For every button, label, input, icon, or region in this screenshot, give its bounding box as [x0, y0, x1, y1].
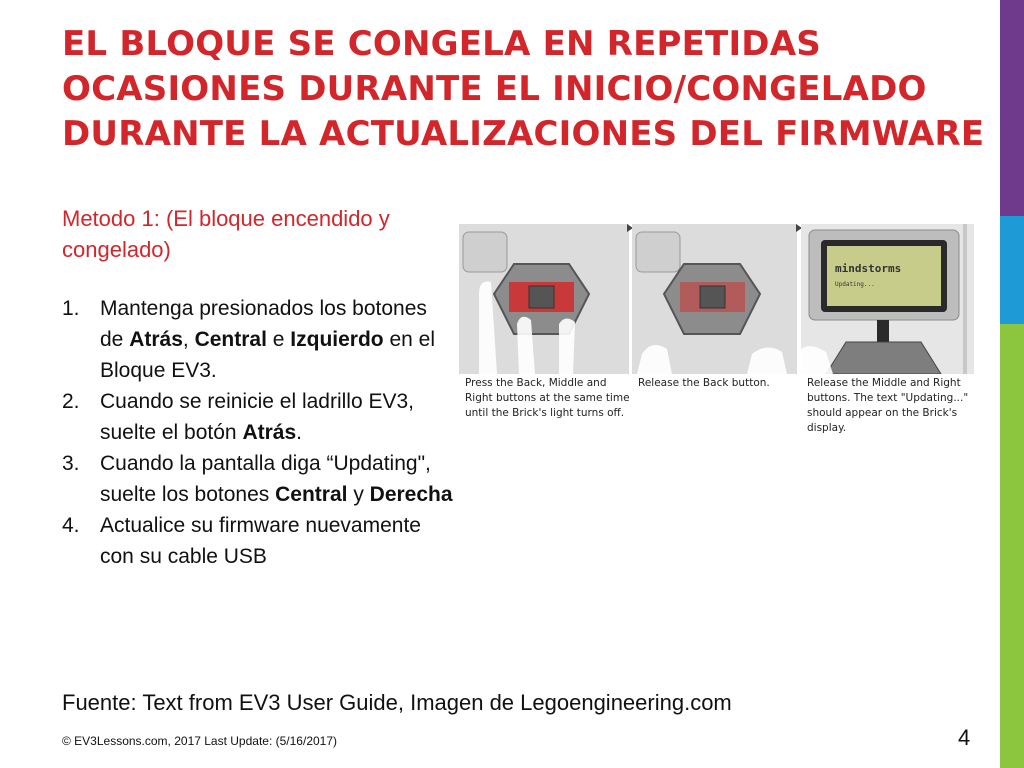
- figure-panel-press-buttons: [459, 224, 629, 438]
- copyright-footer: © EV3Lessons.com, 2017 Last Update: (5/16/2017): [62, 734, 338, 748]
- screen-status-text: Updating...: [835, 281, 875, 288]
- step-number: 2.: [62, 390, 80, 413]
- figure-caption: Press the Back, Middle and Right buttons at the same time until the Brick's light turns off.: [465, 377, 630, 419]
- accent-stripe-blue: [1000, 216, 1024, 324]
- slide-title: EL BLOQUE SE CONGELA EN REPETIDAS OCASIONES DURANTE EL INICIO/CONGELADO DURANTE LA ACTUALIZACIONES DEL FIRMWARE: [62, 24, 985, 154]
- step-item: 2. Cuando se reinicie el ladrillo EV3, suelte el botón Atrás.: [62, 386, 454, 448]
- figure-caption: Release the Back button.: [638, 377, 770, 389]
- step-item: 4. Actualice su firmware nuevamente con su cable USB: [62, 510, 454, 572]
- accent-stripe-green: [1000, 324, 1024, 768]
- step-item: 3. Cuando la pantalla diga “Updating", suelte los botones Central y Derecha: [62, 448, 454, 510]
- brick-buttons-pressed-illustration: [459, 224, 629, 374]
- step-number: 1.: [62, 297, 80, 320]
- figure-panel-release-back: [632, 224, 797, 438]
- step-item: 1. Mantenga presionados los botones de Atrás, Central e Izquierdo en el Bloque EV3.: [62, 293, 454, 386]
- step-number: 4.: [62, 514, 80, 537]
- figure-panel-updating: [801, 224, 974, 438]
- method-subtitle: Metodo 1: (El bloque encendido y congelado): [62, 206, 390, 262]
- figure-caption: Release the Middle and Right buttons. The text "Updating..." should appear on the Brick's display.: [807, 377, 969, 434]
- instruction-figure: [459, 224, 974, 438]
- page-number: 4: [958, 725, 971, 750]
- brick-buttons-released-illustration: [632, 224, 797, 374]
- screen-brand-text: mindstorms: [835, 262, 902, 275]
- source-credit: Fuente: Text from EV3 User Guide, Imagen de Legoengineering.com: [62, 690, 732, 715]
- step-number: 3.: [62, 452, 80, 475]
- accent-stripe-purple: [1000, 0, 1024, 216]
- brick-display-illustration: [801, 224, 974, 374]
- steps-list: [62, 293, 454, 572]
